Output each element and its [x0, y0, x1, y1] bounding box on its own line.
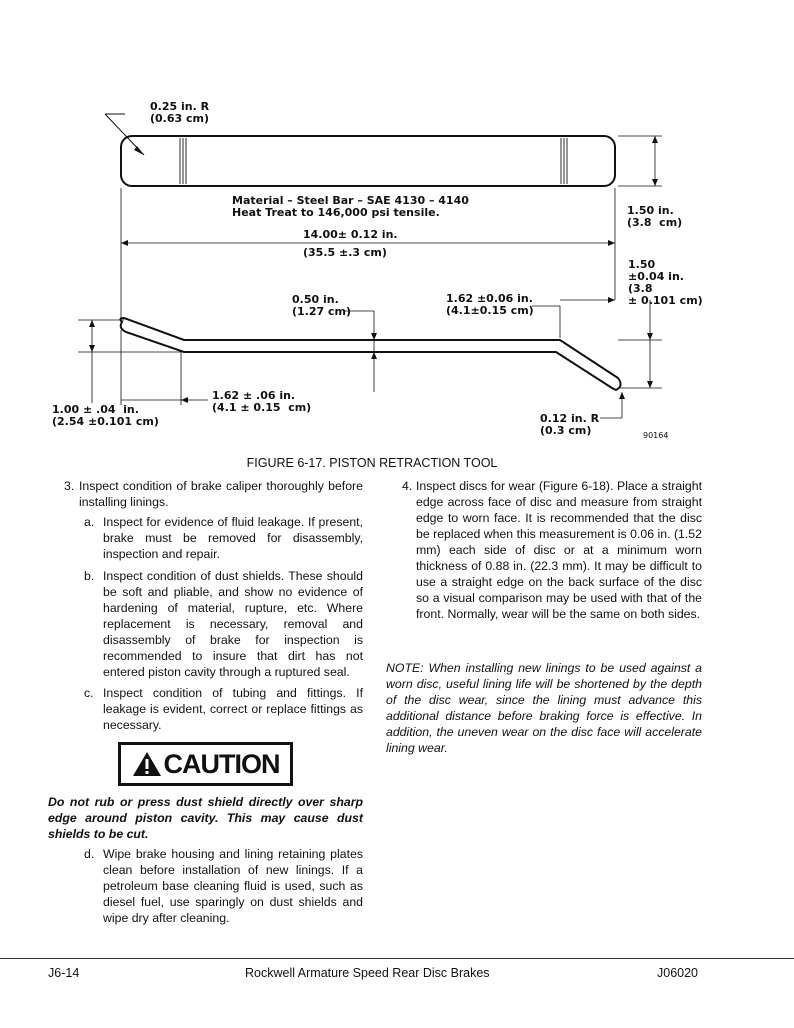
radius-bottom-label: 0.12 in. R (0.3 cm): [540, 412, 600, 437]
caution-note: Do not rub or press dust shield directly over sharp edge around piston cavity. This may cause dust shields to be cut.: [48, 795, 363, 841]
rise-left-label: 1.00 ± .04 in. (2.54 ±0.101 cm): [52, 403, 159, 428]
material-label: Material – Steel Bar – SAE 4130 – 4140 Heat Treat to 146,000 psi tensile.: [232, 194, 469, 219]
footer-rule: [0, 958, 794, 959]
bend-left-label: 1.62 ± .06 in. (4.1 ± 0.15 cm): [212, 389, 312, 414]
item-4-number: 4.: [402, 479, 413, 493]
footer-doc-code: J06020: [657, 966, 699, 980]
height-right-label: 1.50 in. (3.8 cm): [627, 204, 683, 229]
piston-retraction-tool-figure: [0, 0, 794, 450]
figure-number: 90164: [643, 431, 669, 440]
item-a-number: a.: [84, 515, 95, 529]
width-mid-label: 0.50 in. (1.27 cm): [292, 293, 352, 318]
item-b-number: b.: [84, 569, 95, 583]
item-c-text: Inspect condition of tubing and fittings. If leakage is evident, correct or replace fittings as necessary.: [103, 686, 363, 732]
note-text: NOTE: When installing new linings to be used against a worn disc, useful lining life will be shortened by the depth of the disc wear, since the lining must advance this additional distance before braking force is effective. In addition, the uneven wear on the disc face will accelerate lining wear.: [386, 661, 702, 755]
item-3-text: Inspect condition of brake caliper thoroughly before installing linings.: [79, 479, 363, 509]
bend-right-label: 1.62 ±0.06 in. (4.1±0.15 cm): [446, 292, 534, 317]
item-d-number: d.: [84, 847, 95, 861]
footer-page-number: J6-14: [48, 966, 80, 980]
footer-title: Rockwell Armature Speed Rear Disc Brakes: [245, 966, 490, 980]
item-3-number: 3.: [64, 479, 75, 493]
figure-caption: FIGURE 6-17. PISTON RETRACTION TOOL: [246, 456, 498, 470]
caution-box: [118, 742, 293, 786]
caution-label: CAUTION: [163, 748, 280, 779]
length-in-label: 14.00± 0.12 in.: [303, 228, 398, 241]
radius-top-label: 0.25 in. R (0.63 cm): [150, 100, 210, 125]
item-b-text: Inspect condition of dust shields. These should be soft and pliable, and show no evidence of hardening of material, rupture, etc. Where replacement is necessary, removal and disassembly of brake for inspection is recommended to insure that dirt has not entered piston cavity through a ruptured seal.: [103, 569, 363, 679]
length-cm-label: (35.5 ±.3 cm): [303, 246, 387, 259]
warning-triangle-icon: [132, 751, 162, 777]
item-c-number: c.: [84, 686, 94, 700]
item-d-text: Wipe brake housing and lining retaining plates clean before installation of new linings. If a petroleum base cleaning fluid is used, such as diesel fuel, use sparingly on dust shields and wipe dry after cleaning.: [103, 847, 363, 925]
item-4-text: Inspect discs for wear (Figure 6-18). Place a straight edge across face of disc and measure from straight edge to worn face. It is recommended that the disc be replaced when this measurement is 0.06 in. (1.52 mm) each side of disc or at a minimum worn thickness of 0.88 in. (22.3 mm). It may be difficult to use a straight edge on the back surface of the disc so a visual comparison may be used with that of the front. Normally, wear will be the same on both sides.: [416, 479, 702, 621]
item-a-text: Inspect for evidence of fluid leakage. If present, brake must be removed for disassembly, inspection and repair.: [103, 515, 363, 561]
height-right2-label: 1.50 ±0.04 in. (3.8 ± 0.101 cm): [628, 258, 703, 307]
